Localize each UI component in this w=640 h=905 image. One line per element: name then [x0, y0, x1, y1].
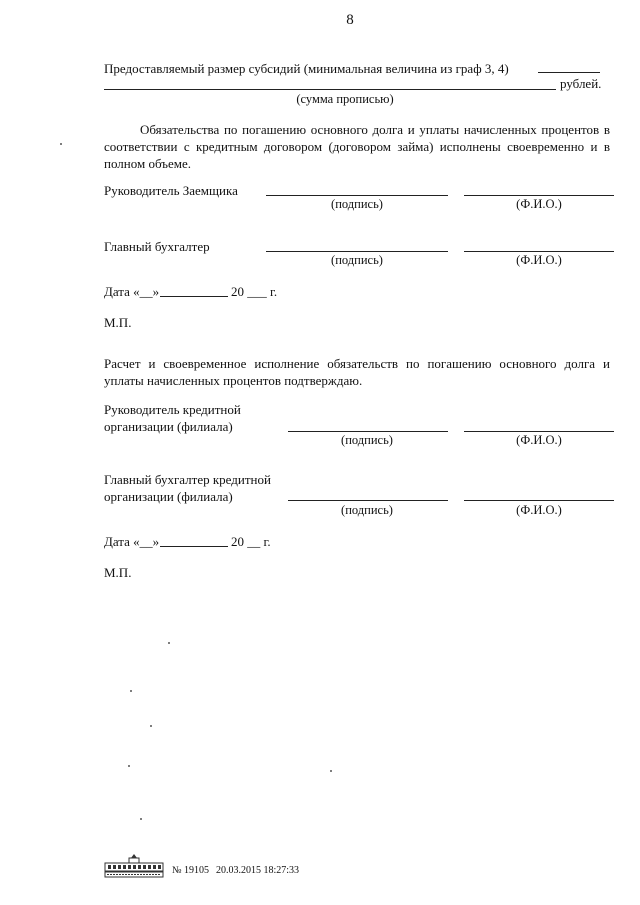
subsidy-label: Предоставляемый размер субсидий (минимальная величина из граф 3, 4) — [104, 61, 509, 76]
bank-date-month-blank — [160, 546, 228, 547]
subsidy-caption: (сумма прописью) — [296, 92, 394, 106]
scan-speck — [150, 725, 152, 727]
bank-accountant-signature-caption: (подпись) — [341, 503, 393, 517]
subsidy-amount-words-blank — [104, 89, 556, 90]
page-number: 8 — [346, 12, 354, 28]
borrower-date-prefix: Дата «__» — [104, 284, 160, 299]
scan-speck — [128, 765, 130, 767]
stamp-datetime: 20.03.2015 18:27:33 — [216, 865, 300, 876]
borrower-date-month-blank — [160, 296, 228, 297]
borrower-accountant-name-caption: (Ф.И.О.) — [516, 253, 562, 267]
borrower-date-year: 20 ___ г. — [231, 284, 278, 299]
subsidy-currency: рублей. — [560, 76, 602, 91]
bank-date-year: 20 __ г. — [231, 534, 271, 549]
borrower-head-name-caption: (Ф.И.О.) — [516, 197, 562, 211]
subsidy-amount-blank — [538, 72, 600, 73]
obligations-paragraph: Обязательства по погашению основного долга и уплаты начисленных процентов в соответствии с кредитным договором (договором займа) исполнены своевременно и в полном объеме. — [104, 122, 610, 171]
scan-speck — [140, 818, 142, 820]
bank-accountant-label-line1: Главный бухгалтер кредитной — [104, 472, 271, 487]
bank-head-name-caption: (Ф.И.О.) — [516, 433, 562, 447]
bank-head-name-blank — [464, 431, 614, 432]
scan-speck — [168, 642, 170, 644]
borrower-accountant-signature-caption: (подпись) — [331, 253, 383, 267]
bank-seal: М.П. — [104, 565, 132, 580]
borrower-head-label: Руководитель Заемщика — [104, 183, 238, 198]
bank-date-prefix: Дата «__» — [104, 534, 160, 549]
bank-accountant-name-caption: (Ф.И.О.) — [516, 503, 562, 517]
borrower-seal: М.П. — [104, 315, 132, 330]
bank-accountant-name-blank — [464, 500, 614, 501]
building-logo — [103, 853, 165, 879]
borrower-accountant-signature-blank — [266, 251, 448, 252]
borrower-accountant-label: Главный бухгалтер — [104, 239, 210, 254]
stamp-number: № 19105 — [172, 865, 210, 876]
bank-head-signature-caption: (подпись) — [341, 433, 393, 447]
bank-head-label-line2: организации (филиала) — [104, 419, 233, 434]
borrower-head-name-blank — [464, 195, 614, 196]
borrower-head-signature-caption: (подпись) — [331, 197, 383, 211]
borrower-accountant-name-blank — [464, 251, 614, 252]
bank-accountant-label-line2: организации (филиала) — [104, 489, 233, 504]
borrower-head-signature-blank — [266, 195, 448, 196]
bank-accountant-signature-blank — [288, 500, 448, 501]
bank-head-signature-blank — [288, 431, 448, 432]
confirmation-paragraph: Расчет и своевременное исполнение обязательств по погашению основного долга и уплаты начисленных процентов подтверждаю. — [104, 356, 610, 388]
scan-speck — [60, 143, 62, 145]
scan-speck — [130, 690, 132, 692]
bank-head-label-line1: Руководитель кредитной — [104, 402, 241, 417]
scan-speck — [330, 770, 332, 772]
